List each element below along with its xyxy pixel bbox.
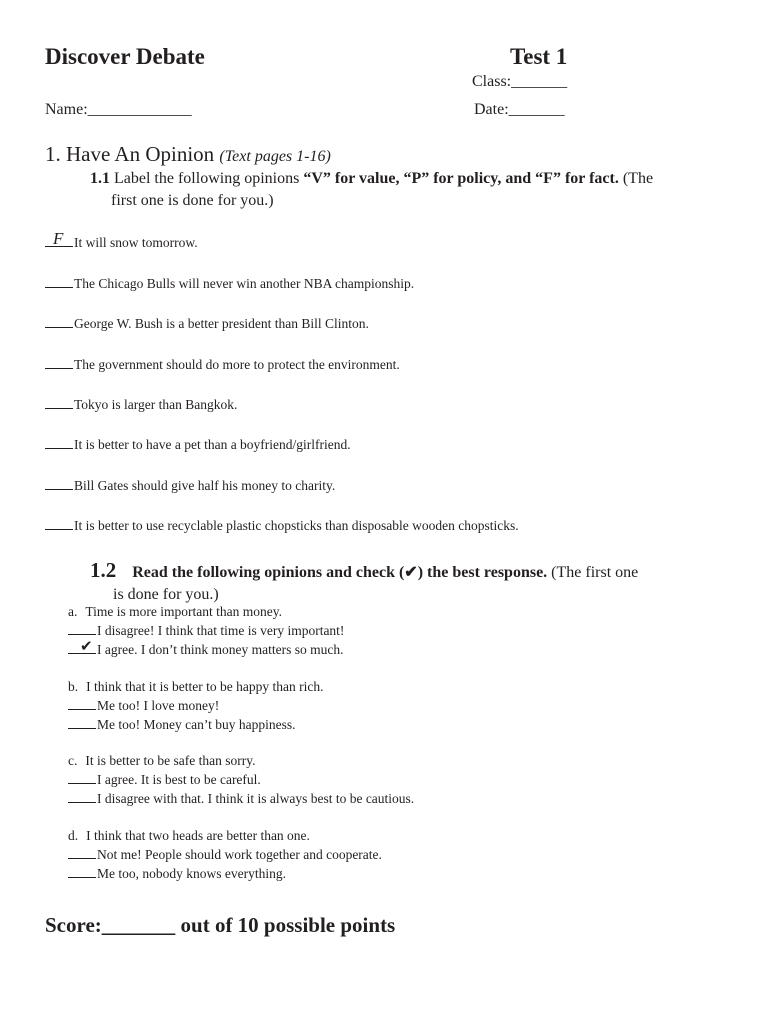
date-blank: _______ xyxy=(508,101,565,118)
response-text: I agree. It is best to be careful. xyxy=(97,772,261,787)
response-option xyxy=(68,623,344,639)
date-field[interactable] xyxy=(474,101,565,119)
check-mark: ✔ xyxy=(80,639,93,655)
section1-heading xyxy=(45,142,331,167)
response-text: Me too, nobody knows everything. xyxy=(97,866,286,881)
instr-bold: “V” for value, “P” for policy, and “F” for fact. xyxy=(303,170,619,187)
score-line xyxy=(45,913,395,938)
response-text: I disagree! I think that time is very important! xyxy=(97,623,345,638)
class-field[interactable] xyxy=(472,73,567,91)
opinion-item xyxy=(45,518,519,534)
question-prompt xyxy=(68,604,282,620)
response-text: I disagree with that. I think it is always best to be cautious. xyxy=(97,791,415,806)
opinion-text: The government should do more to protect the environment. xyxy=(74,357,400,372)
response-text: Not me! People should work together and cooperate. xyxy=(97,847,382,862)
response-option xyxy=(68,698,219,714)
answer-blank[interactable] xyxy=(45,357,73,369)
answer-blank[interactable] xyxy=(45,437,73,449)
response-option xyxy=(68,639,344,658)
section1-instructions-line2: first one is done for you.) xyxy=(111,192,274,209)
answer-blank[interactable] xyxy=(45,276,73,288)
check-blank[interactable] xyxy=(68,698,96,710)
question-text: I think that it is better to be happy than rich. xyxy=(86,679,324,694)
name-blank: _____________ xyxy=(87,101,192,118)
question-prompt xyxy=(68,828,310,844)
name-label: Name: xyxy=(45,101,88,118)
opinion-item xyxy=(45,478,335,494)
question-letter: b. xyxy=(68,679,79,694)
opinion-item xyxy=(45,397,237,413)
opinion-item xyxy=(45,229,198,251)
instr-post: (The xyxy=(622,170,654,187)
response-text: Me too! Money can’t buy happiness. xyxy=(97,717,296,732)
section1-instructions xyxy=(90,168,730,189)
check-blank[interactable] xyxy=(68,623,96,635)
answer-blank[interactable] xyxy=(45,229,73,248)
opinion-item xyxy=(45,316,369,332)
score-label: Score: xyxy=(45,913,102,937)
opinion-text: The Chicago Bulls will never win another NBA championship. xyxy=(74,276,415,291)
answer-blank[interactable] xyxy=(45,478,73,490)
question-text: It is better to be safe than sorry. xyxy=(85,753,256,768)
name-field[interactable] xyxy=(45,101,192,119)
instr-num: 1.1 xyxy=(90,170,110,187)
date-label: Date: xyxy=(474,101,509,118)
answer-blank[interactable] xyxy=(45,518,73,530)
opinion-text: Tokyo is larger than Bangkok. xyxy=(74,397,238,412)
score-suffix: out of 10 possible points xyxy=(180,913,396,937)
opinion-text: It will snow tomorrow. xyxy=(74,235,198,250)
instr-pre: Label the following opinions xyxy=(114,170,300,187)
class-blank: _______ xyxy=(511,73,568,90)
document-title: Discover Debate xyxy=(45,44,205,69)
section2-instructions xyxy=(90,560,638,583)
question-text: Time is more important than money. xyxy=(85,604,282,619)
section2-instructions-line2: is done for you.) xyxy=(113,586,219,603)
opinion-text: It is better to have a pet than a boyfriend/girlfriend. xyxy=(74,437,351,452)
section2-instr-post: (The first one xyxy=(551,564,639,581)
check-blank[interactable] xyxy=(68,866,96,878)
section2-num: 1.2 xyxy=(90,558,117,582)
opinion-text: Bill Gates should give half his money to charity. xyxy=(74,478,336,493)
section2-instr-bold: Read the following opinions and check (✔) the best response. xyxy=(132,564,548,581)
question-letter: a. xyxy=(68,604,78,619)
question-letter: c. xyxy=(68,753,78,768)
opinion-item xyxy=(45,276,414,292)
answer-blank[interactable] xyxy=(45,316,73,328)
score-blank[interactable]: _______ xyxy=(101,913,176,937)
check-blank[interactable] xyxy=(68,717,96,729)
opinion-text: It is better to use recyclable plastic chopsticks than disposable wooden chopsticks. xyxy=(74,518,519,533)
section1-title: 1. Have An Opinion xyxy=(45,142,215,166)
test-number: Test 1 xyxy=(510,44,568,69)
check-blank[interactable] xyxy=(68,639,96,655)
opinion-item xyxy=(45,357,400,373)
response-text: Me too! I love money! xyxy=(97,698,220,713)
check-blank[interactable] xyxy=(68,772,96,784)
question-prompt xyxy=(68,753,255,769)
response-option xyxy=(68,866,286,882)
check-blank[interactable] xyxy=(68,847,96,859)
answer-blank[interactable] xyxy=(45,397,73,409)
response-text: I agree. I don’t think money matters so much. xyxy=(97,642,344,657)
section1-pages: (Text pages 1-16) xyxy=(219,148,331,165)
response-option xyxy=(68,791,414,807)
check-blank[interactable] xyxy=(68,791,96,803)
response-option xyxy=(68,772,261,788)
class-label: Class: xyxy=(472,73,512,90)
answer-mark: F xyxy=(53,229,64,248)
response-option xyxy=(68,847,382,863)
response-option xyxy=(68,717,295,733)
question-text: I think that two heads are better than one. xyxy=(86,828,310,843)
question-prompt xyxy=(68,679,323,695)
opinion-item xyxy=(45,437,351,453)
opinion-text: George W. Bush is a better president than Bill Clinton. xyxy=(74,316,369,331)
question-letter: d. xyxy=(68,828,79,843)
